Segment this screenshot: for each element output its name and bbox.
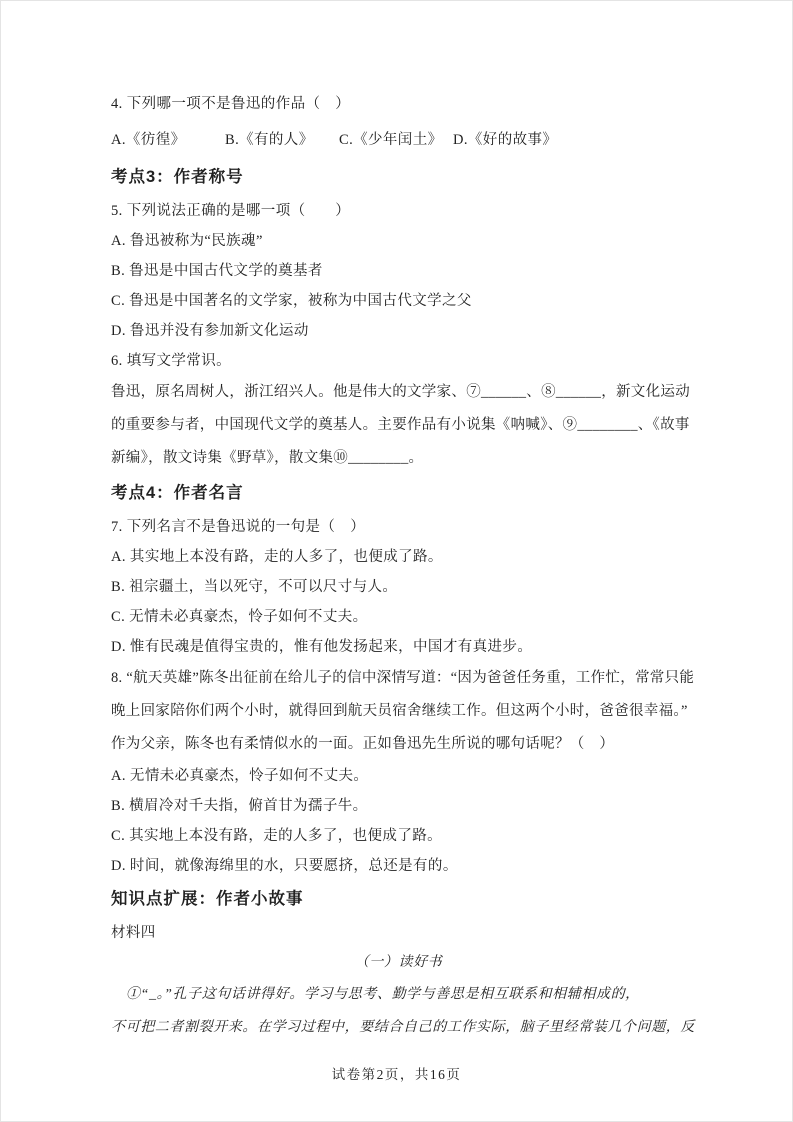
question-8-stem-line-1: 8. “航天英雄”陈冬出征前在给儿子的信中深情写道：“因为爸爸任务重，工作忙，常常只能: [111, 670, 695, 686]
question-4-stem: 4. 下列哪一项不是鲁迅的作品（ ）: [111, 96, 351, 112]
question-5-stem: 5. 下列说法正确的是哪一项（ ）: [111, 203, 351, 219]
question-8-option-c: C. 其实地上本没有路，走的人多了，也便成了路。: [111, 828, 443, 844]
question-4-option-b: B.《有的人》: [225, 132, 314, 148]
question-7-option-a: A. 其实地上本没有路，走的人多了，也便成了路。: [111, 549, 443, 565]
question-4-option-a: A.《彷徨》: [111, 132, 186, 148]
question-8-option-d: D. 时间，就像海绵里的水，只要愿挤，总还是有的。: [111, 858, 458, 874]
question-8-option-a: A. 无情未必真豪杰，怜子如何不丈夫。: [111, 768, 369, 784]
question-4-option-c: C.《少年闰土》: [339, 132, 443, 148]
question-6-line-2: 的重要参与者，中国现代文学的奠基人。主要作品有小说集《呐喊》、⑨________、《故事: [111, 417, 690, 433]
question-4-options-row: [111, 125, 686, 155]
question-6-line-3: 新编》，散文诗集《野草》，散文集⑩________。: [111, 450, 424, 466]
question-6-line-1: 鲁迅，原名周树人，浙江绍兴人。他是伟大的文学家、⑦______、⑧______，新文化运动: [111, 384, 690, 400]
question-7-stem: 7. 下列名言不是鲁迅说的一句是（ ）: [111, 519, 366, 535]
material-label: 材料四: [111, 925, 156, 941]
section-heading-expand: 知识点扩展：作者小故事: [111, 890, 304, 908]
question-8-stem-line-3: 作为父亲，陈冬也有柔情似水的一面。正如鲁迅先生所说的哪句话呢？（ ）: [111, 736, 615, 752]
question-4-option-d: D.《好的故事》: [453, 132, 558, 148]
question-6-stem: 6. 填写文学常识。: [111, 353, 231, 369]
question-8-option-b: B. 横眉冷对千夫指，俯首甘为孺子牛。: [111, 798, 368, 814]
material-line-1: ①“_。”孔子这句话讲得好。学习与思考、勤学与善思是相互联系和相辅相成的，: [126, 987, 640, 1002]
section-heading-kaodian-3: 考点3：作者称号: [111, 168, 244, 186]
material-line-2: 不可把二者割裂开来。在学习过程中，要结合自己的工作实际，脑子里经常装几个问题，反: [111, 1020, 695, 1035]
page-footer: 试卷第2页，共16页: [331, 1067, 462, 1082]
question-5-option-c: C. 鲁迅是中国著名的文学家，被称为中国古代文学之父: [111, 293, 472, 309]
question-7-option-c: C. 无情未必真豪杰，怜子如何不丈夫。: [111, 609, 368, 625]
question-7-option-b: B. 祖宗疆土，当以死守，不可以尺寸与人。: [111, 579, 398, 595]
section-heading-kaodian-4: 考点4：作者名言: [111, 484, 244, 502]
question-5-option-d: D. 鲁迅并没有参加新文化运动: [111, 323, 309, 339]
page-content: [111, 89, 695, 1044]
question-5-option-a: A. 鲁迅被称为“民族魂”: [111, 233, 263, 249]
question-5-option-b: B. 鲁迅是中国古代文学的奠基者: [111, 263, 323, 279]
material-title: （一）读好书: [354, 955, 443, 970]
question-7-option-d: D. 惟有民魂是值得宝贵的，惟有他发扬起来，中国才有真进步。: [111, 639, 533, 655]
question-8-stem-line-2: 晚上回家陪你们两个小时，就得回到航天员宿舍继续工作。但这两个小时，爸爸很幸福。”: [111, 703, 688, 719]
